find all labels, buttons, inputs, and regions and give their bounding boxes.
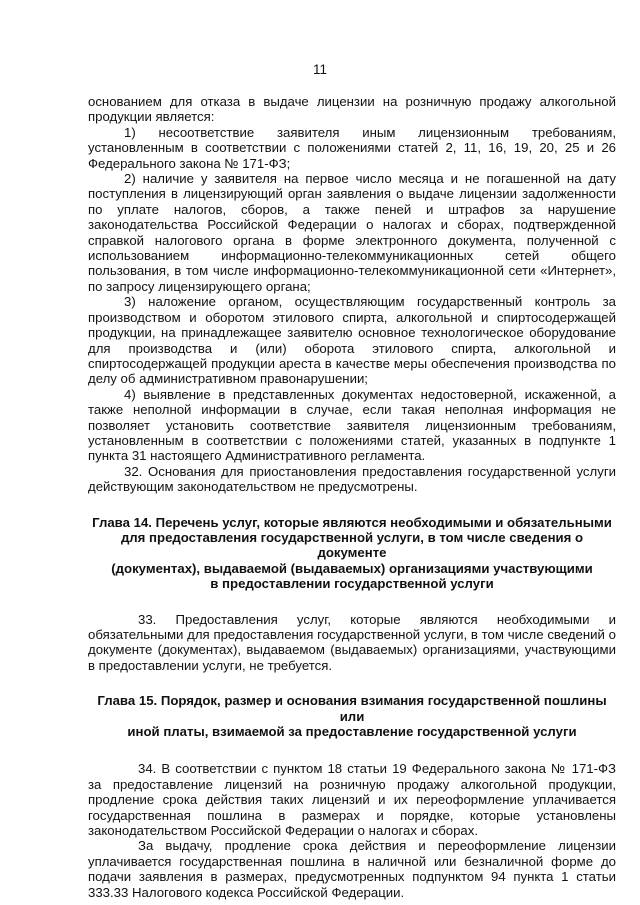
chapter-14-line-3: (документах), выдаваемой (выдаваемых) организациями участвующими — [111, 560, 593, 576]
paragraph-intro: основанием для отказа в выдаче лицензии на розничную продажу алкогольной продукции является: — [88, 94, 616, 125]
chapter-15-line-1: Глава 15. Порядок, размер и основания взимания государственной пошлины или — [97, 693, 607, 724]
document-body — [88, 94, 616, 900]
chapter-15-line-2: иной платы, взимаемой за предоставление государственной услуги — [127, 724, 577, 740]
paragraph-item-3: 3) наложение органом, осуществляющим государственный контроль за производством и оборотом этилового спирта, алкогольной и спиртосодержащей продукции, на принадлежащее заявителю основное технологическое оборудование для производства и (или) оборота этилового спирта, алкогольной и спиртосодержащей продукции ареста в качестве меры обеспечения производства по делу об административном правонарушении; — [88, 294, 616, 387]
paragraph-item-4: 4) выявление в представленных документах недостоверной, искаженной, а также неполной информации в случае, если такая неполная информация не позволяет установить соответствие заявителя лицензионным требованиям, установленным в соответствии с положениями статей, указанных в подпункте 1 пункта 31 настоящего Административного регламента. — [88, 386, 616, 464]
paragraph-item-1: 1) несоответствие заявителя иным лицензионным требованиям, установленным в соответствии с положениями статей 2, 11, 16, 19, 20, 25 и 26 Федерального закона № 171-ФЗ; — [88, 124, 616, 171]
page-number: 11 — [312, 62, 327, 77]
chapter-14-line-4: в предоставлении государственной услуги — [210, 576, 494, 592]
chapter-14-line-1: Глава 14. Перечень услуг, которые являются необходимыми и обязательными — [92, 514, 612, 530]
paragraph-item-2: 2) наличие у заявителя на первое число месяца и не погашенной на дату поступления в лицензирующий орган заявления о выдаче лицензии задолженности по уплате налогов, сборов, а также пеней и штрафов за нарушение законодательства Российской Федерации о налогах и сборах, подтвержденной справкой налогового органа в форме электронного документа, полученной с использованием информационно-телекоммуникационных сетей общего пользования, в том числе информационно-телекоммуникационной сети «Интернет», по запросу лицензирующего органа; — [88, 171, 616, 294]
paragraph-32: 32. Основания для приостановления предоставления государственной услуги действующим законодательством не предусмотрены. — [88, 463, 616, 495]
chapter-14-heading — [88, 515, 616, 592]
chapter-15-heading — [88, 693, 616, 739]
chapter-14-line-2: для предоставления государственной услуги, в том числе сведения о документе — [120, 529, 584, 561]
paragraph-fee: За выдачу, продление срока действия и переоформление лицензии уплачивается государственная пошлина в наличной или безналичной форме до подачи заявления в размерах, предусмотренных подпунктом 94 пункта 1 статьи 333.33 Налогового кодекса Российской Федерации. — [88, 838, 616, 900]
paragraph-34: 34. В соответствии с пунктом 18 статьи 19 Федерального закона № 171-ФЗ за предоставление лицензий на розничную продажу алкогольной продукции, продление срока действия таких лицензий и их переоформление уплачивается государственная пошлина в размерах и порядке, которые установлены законодательством Российской Федерации о налогах и сборах. — [88, 761, 616, 839]
paragraph-33: 33. Предоставления услуг, которые являются необходимыми и обязательными для предоставления государственной услуги, в том числе сведений о документе (документах), выдаваемом (выдаваемых) организациями, участвующими в предоставлении услуги, не требуется. — [88, 611, 616, 673]
